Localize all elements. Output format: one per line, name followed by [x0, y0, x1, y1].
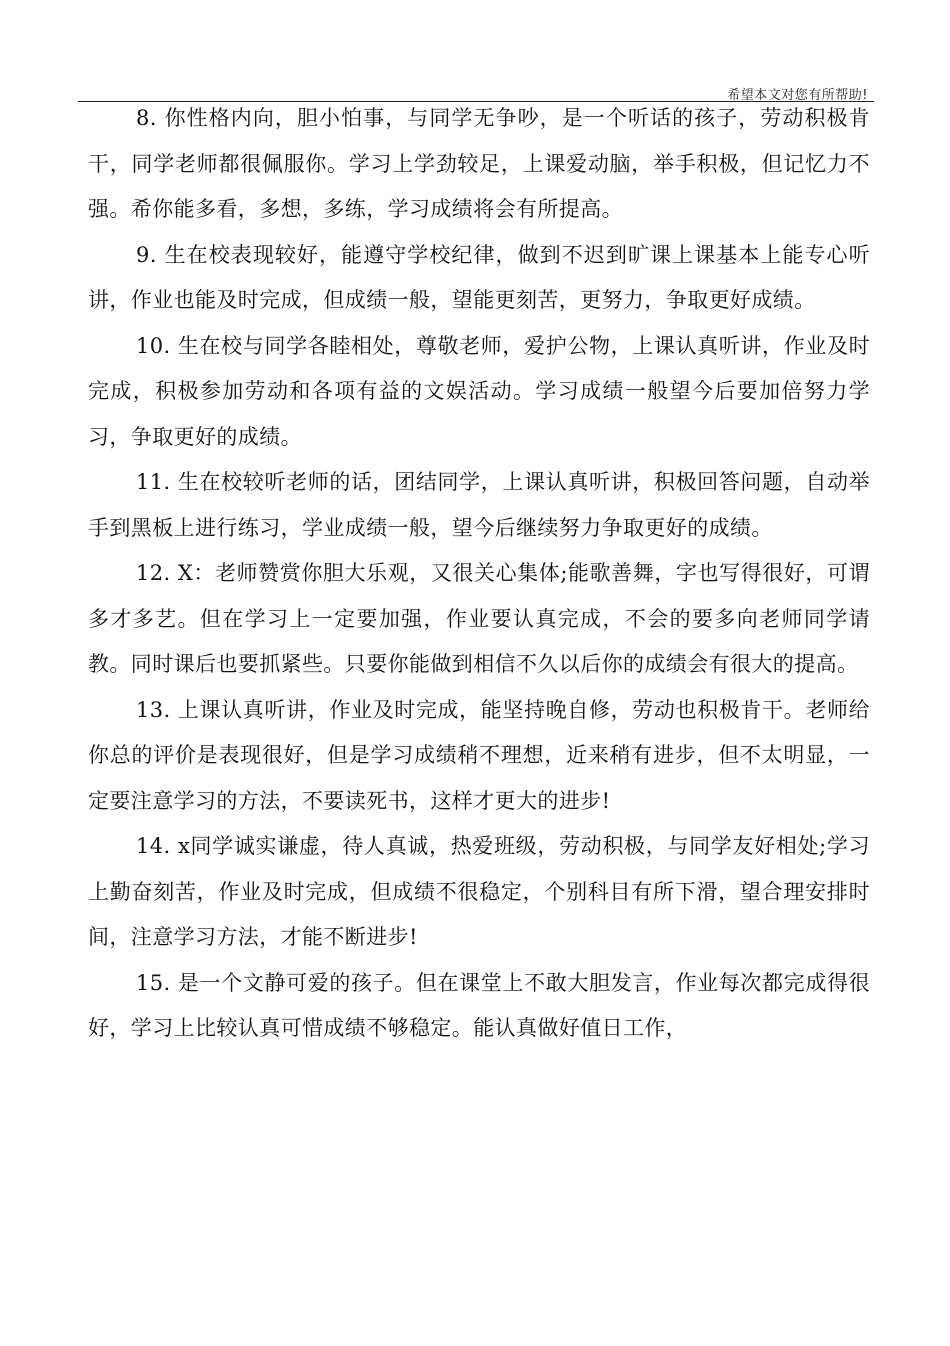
- comment-paragraph-15: 15. 是一个文静可爱的孩子。但在课堂上不敢大胆发言，作业每次都完成得很好，学习上比较认真可惜成绩不够稳定。能认真做好值日工作，: [88, 970, 870, 1040]
- comment-paragraph-13: 13. 上课认真听讲，作业及时完成，能坚持晚自修，劳动也积极肯干。老师给你总的评价是表现很好，但是学习成绩稍不理想，近来稍有进步，但不太明显，一定要注意学习的方法，不要读死书，这样才更大的进步!: [88, 697, 870, 813]
- comment-paragraph-8: 8. 你性格内向，胆小怕事，与同学无争吵，是一个听话的孩子，劳动积极肯干，同学老师都很佩服你。学习上学劲较足，上课爱动脑，举手积极，但记忆力不强。希你能多看，多想，多练，学习成绩将会有所提高。: [88, 106, 870, 221]
- comment-paragraph-9: 9. 生在校表现较好，能遵守学校纪律，做到不迟到旷课上课基本上能专心听讲，作业也能及时完成，但成绩一般，望能更刻苦，更努力，争取更好成绩。: [88, 242, 870, 312]
- header-note: 希望本文对您有所帮助!: [727, 88, 868, 103]
- comment-paragraph-11: 11. 生在校较听老师的话，团结同学，上课认真听讲，积极回答问题，自动举手到黑板上进行练习，学业成绩一般，望今后继续努力争取更好的成绩。: [88, 470, 870, 540]
- comment-paragraph-10: 10. 生在校与同学各睦相处，尊敬老师，爱护公物，上课认真听讲，作业及时完成，积极参加劳动和各项有益的文娱活动。学习成绩一般望今后要加倍努力学习，争取更好的成绩。: [88, 333, 870, 449]
- comment-paragraph-14: 14. x同学诚实谦虚，待人真诚，热爱班级，劳动积极，与同学友好相处;学习上勤奋刻苦，作业及时完成，但成绩不很稳定，个别科目有所下滑，望合理安排时间，注意学习方法，才能不断进步!: [88, 834, 870, 949]
- document-body: [88, 96, 870, 1052]
- comment-paragraph-12: 12. X：老师赞赏你胆大乐观，又很关心集体;能歌善舞，字也写得很好，可谓多才多艺。但在学习上一定要加强，作业要认真完成，不会的要多向老师同学请教。同时课后也要抓紧些。只要你能做到相信不久以后你的成绩会有很大的提高。: [88, 561, 870, 676]
